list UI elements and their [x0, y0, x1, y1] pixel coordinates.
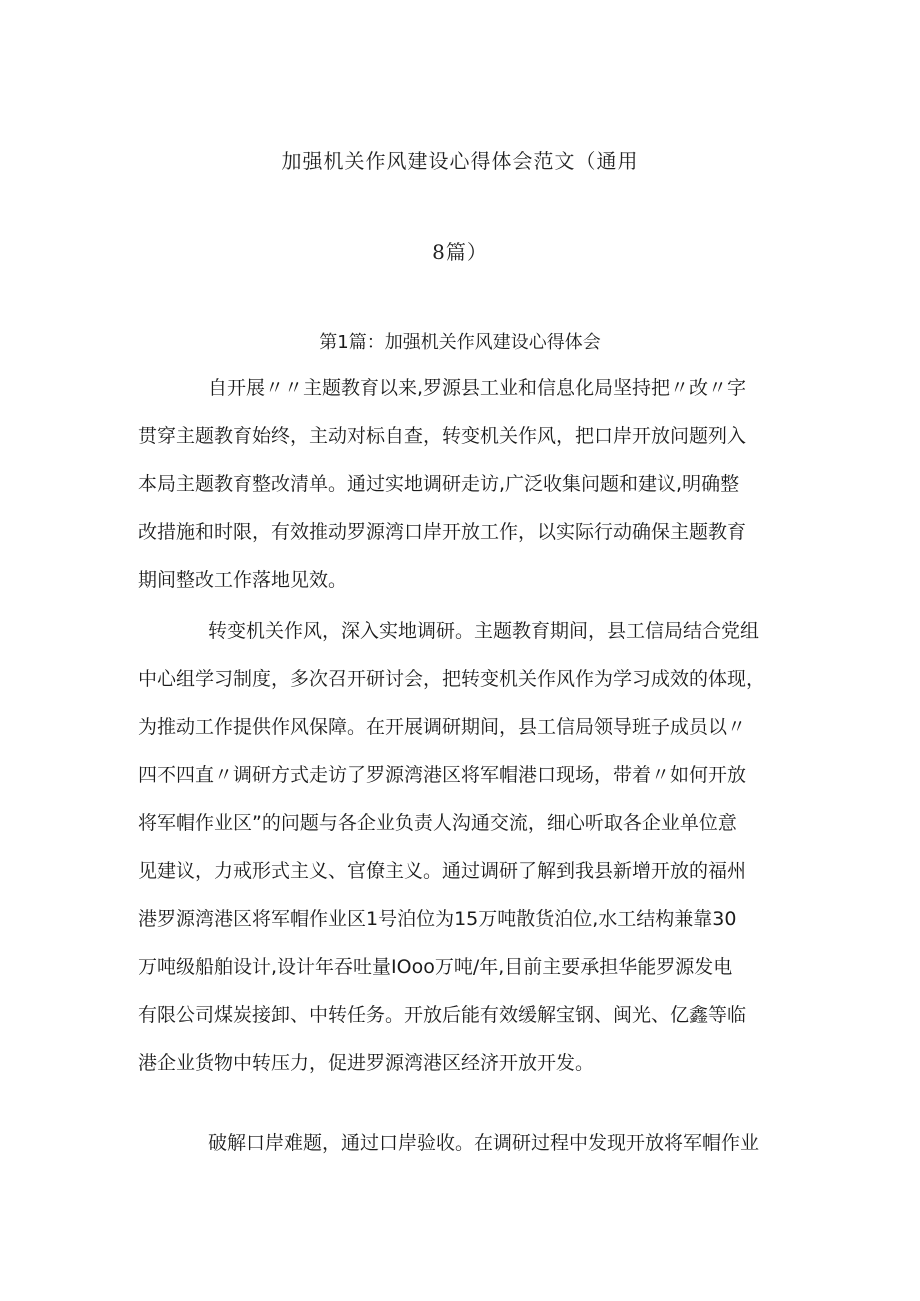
paragraph-line: 万吨级船舶设计,设计年吞吐量IOoo万吨/年,目前主要承担华能罗源发电	[138, 956, 733, 978]
document-title-line-1: 加强机关作风建设心得体会范文（通用	[281, 149, 639, 173]
paragraph-line: 自开展〃〃主题教育以来,罗源县工业和信息化局坚持把〃改〃字	[208, 377, 747, 399]
paragraph-line: 贯穿主题教育始终，主动对标自查，转变机关作风，把口岸开放问题列入	[138, 425, 747, 447]
paragraph-line: 本局主题教育整改清单。通过实地调研走访,广泛收集问题和建议,明确整	[138, 473, 740, 495]
paragraph-line: 见建议，力戒形式主义、官僚主义。通过调研了解到我县新增开放的福州	[138, 860, 747, 882]
paragraph-line: 为推动工作提供作风保障。在开展调研期间，县工信局领导班子成员以〃	[138, 716, 747, 738]
paragraph-line: 转变机关作风，深入实地调研。主题教育期间，县工信局结合党组	[208, 620, 760, 642]
paragraph-line: 破解口岸难题，通过口岸验收。在调研过程中发现开放将军帽作业	[208, 1132, 760, 1154]
paragraph-line: 有限公司煤炭接卸、中转任务。开放后能有效缓解宝钢、闽光、亿鑫等临	[138, 1004, 747, 1026]
paragraph-line: 改措施和时限，有效推动罗源湾口岸开放工作，以实际行动确保主题教育	[138, 521, 747, 543]
paragraph-line: 港企业货物中转压力，促进罗源湾港区经济开放开发。	[138, 1052, 595, 1074]
paragraph-line: 四不四直〃调研方式走访了罗源湾港区将军帽港口现场，带着〃如何开放	[138, 764, 747, 786]
paragraph-line: 将军帽作业区”的问题与各企业负责人沟通交流，细心听取各企业单位意	[138, 812, 737, 834]
document-title-line-2: 8篇）	[432, 240, 488, 264]
section-heading: 第1篇：加强机关作风建设心得体会	[319, 332, 601, 353]
paragraph-line: 期间整改工作落地见效。	[138, 569, 348, 591]
paragraph-line: 中心组学习制度，多次召开研讨会，把转变机关作风作为学习成效的体现，	[138, 668, 766, 690]
paragraph-line: 港罗源湾港区将军帽作业区1号泊位为15万吨散货泊位,水工结构兼靠30	[138, 908, 737, 930]
